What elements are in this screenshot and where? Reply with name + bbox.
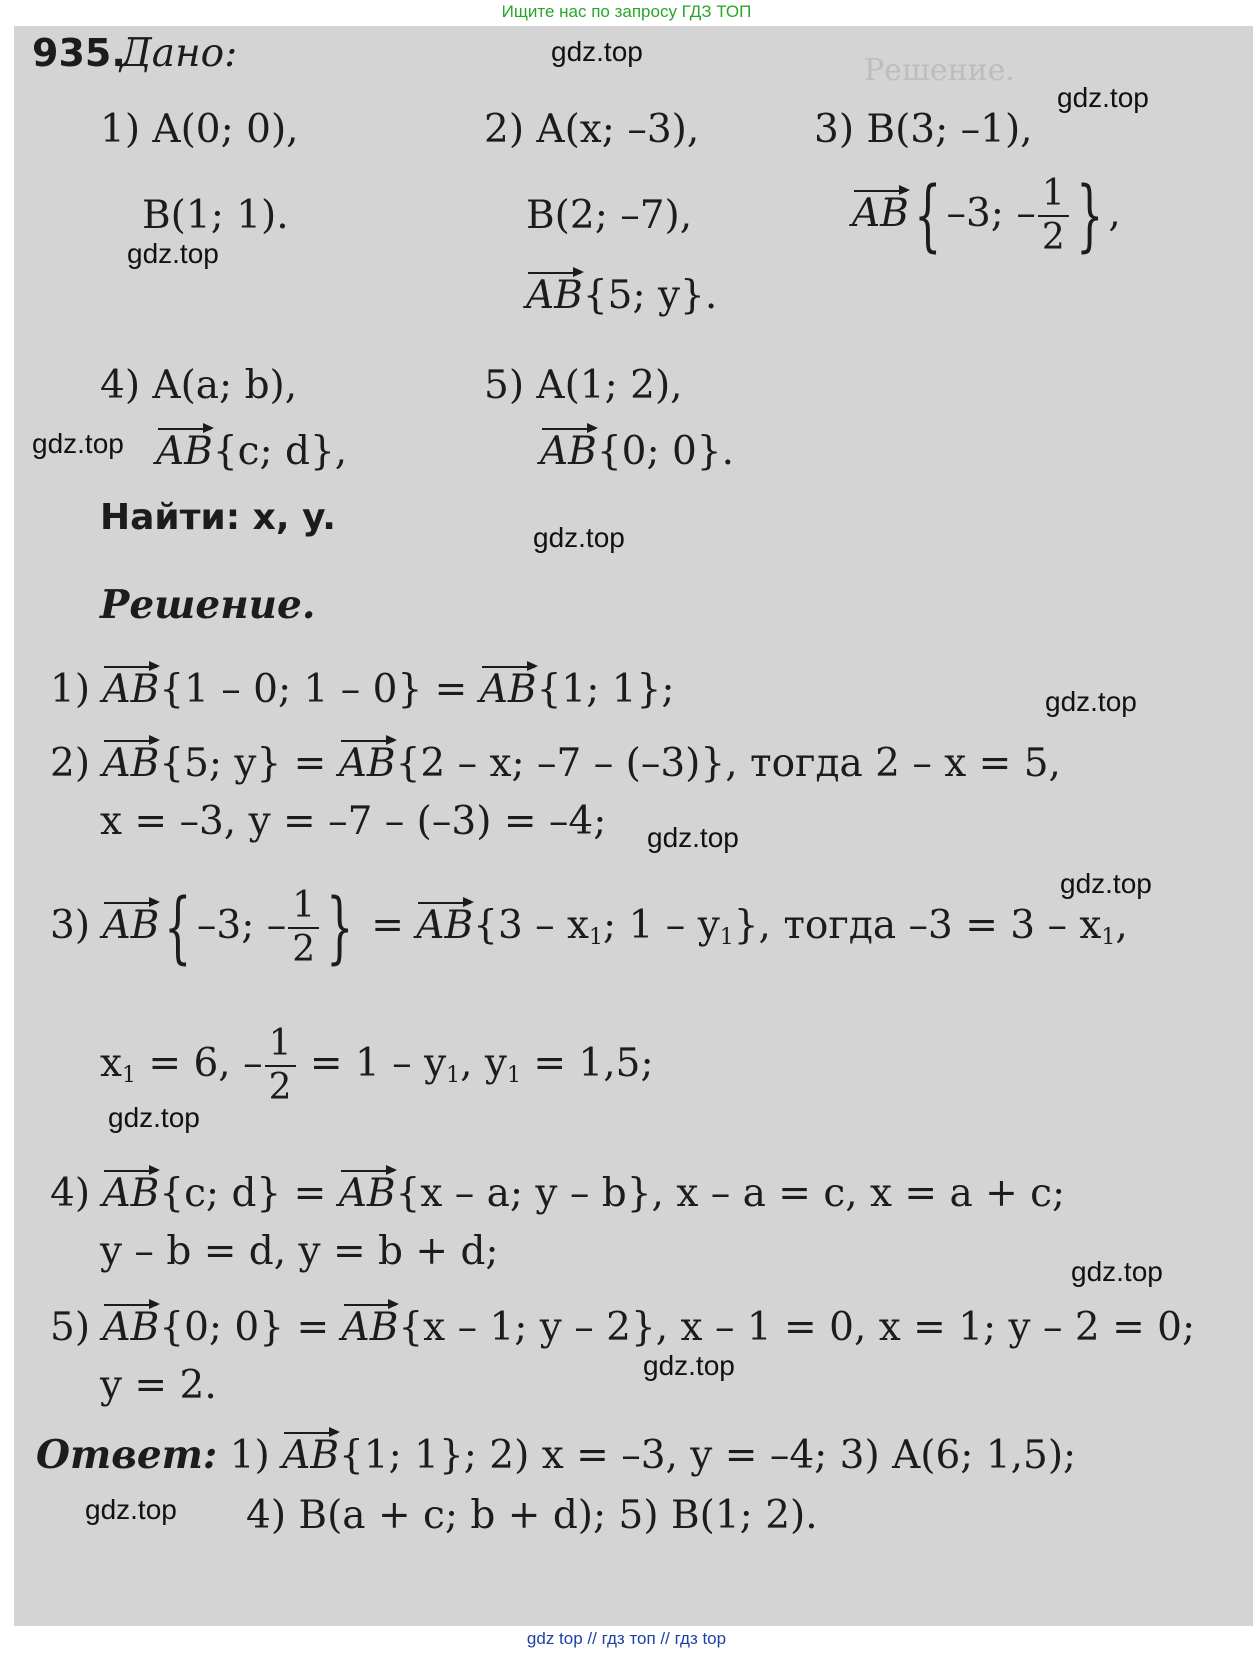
problem-number: 935.: [32, 31, 126, 75]
fraction-one-half: $\frac{1}{2}$: [1038, 176, 1069, 256]
vector-ab: AB: [341, 1305, 399, 1350]
watermark: gdz.top: [127, 238, 219, 269]
fraction-one-half: $\frac{1}{2}$: [265, 1026, 296, 1106]
watermark: gdz.top: [1057, 82, 1149, 113]
watermark: gdz.top: [32, 428, 124, 459]
solution-step-1: 1) AB{1 – 0; 1 – 0} = AB{1; 1};: [50, 667, 675, 712]
right-brace: }: [326, 883, 354, 973]
solution-step-2: 2) AB{5; y} = AB{2 – x; –7 – (–3)}, тогда 2 – x = 5,: [50, 741, 1061, 786]
top-banner[interactable]: Ищите нас по запросу ГДЗ ТОП: [501, 2, 752, 21]
right-brace: }: [1075, 171, 1104, 261]
given-1-line2: B(1; 1).: [142, 193, 289, 238]
solution-label: Решение.: [100, 582, 316, 628]
vector-ab: AB: [156, 429, 213, 474]
vector-ab: AB: [102, 1171, 160, 1216]
given-4-line2: AB{c; d},: [156, 429, 348, 474]
solution-step-3-line2: $x_1 = 6$, – $\frac{1}{2}$ = $1 - y_1$, $y_1 = 1,5$;: [100, 1023, 654, 1108]
given-3-line1: 3) B(3; –1),: [814, 107, 1033, 152]
given-2-line1: 2) A(x; –3),: [484, 107, 700, 152]
answer-line-2: 4) B(a + c; b + d); 5) B(1; 2).: [246, 1493, 818, 1538]
left-brace: {: [164, 883, 192, 973]
given-5-line1: 5) A(1; 2),: [484, 363, 683, 408]
vector-ab: AB: [102, 1305, 160, 1350]
vector-ab: AB: [102, 741, 160, 786]
solution-step-4: 4) AB{c; d} = AB{x – a; y – b}, x – a = c, x = a + c;: [50, 1171, 1066, 1216]
watermark: gdz.top: [1045, 686, 1137, 717]
find-line: Найти: x, y.: [100, 497, 336, 538]
watermark: gdz.top: [1071, 1256, 1163, 1287]
watermark: gdz.top: [551, 36, 643, 67]
left-brace: {: [913, 171, 942, 261]
watermark: gdz.top: [643, 1350, 735, 1381]
watermark: gdz.top: [1060, 868, 1152, 899]
given-2-line3: AB{5; y}.: [526, 273, 718, 318]
vector-ab: AB: [479, 667, 537, 712]
watermark: gdz.top: [85, 1494, 177, 1525]
vector-ab: AB: [852, 191, 909, 236]
watermark: gdz.top: [647, 822, 739, 853]
answer-label: Ответ:: [36, 1432, 218, 1478]
given-label: Дано:: [120, 31, 238, 76]
solution-step-5-line2: y = 2.: [100, 1363, 217, 1408]
watermark: gdz.top: [108, 1102, 200, 1133]
solution-step-4-line2: y – b = d, y = b + d;: [100, 1229, 499, 1274]
solution-step-5: 5) AB{0; 0} = AB{x – 1; y – 2}, x – 1 = 0, x = 1; y – 2 = 0;: [50, 1305, 1196, 1350]
vector-ab: AB: [338, 1171, 396, 1216]
answer-line-1: Ответ: 1) AB{1; 1}; 2) x = –3, y = –4; 3) A(6; 1,5);: [36, 1432, 1077, 1478]
fraction-one-half: $\frac{1}{2}$: [288, 888, 319, 968]
bleed-through-text: Решение.: [864, 53, 1015, 88]
vector-ab: AB: [282, 1433, 339, 1478]
given-4-line1: 4) A(a; b),: [100, 363, 298, 408]
given-2-line2: B(2; –7),: [526, 193, 693, 238]
bottom-banner[interactable]: gdz top // гдз топ // гдз top: [526, 1629, 727, 1648]
textbook-page: [14, 26, 1253, 1626]
given-1-line1: 1) A(0; 0),: [100, 107, 299, 152]
solution-step-3: 3) AB{ –3; – $\frac{1}{2}$ } = $AB\{3 - x_1$; $1 - y_1$}, тогда $-3 = 3 - x_1$,: [50, 883, 1128, 973]
vector-ab: AB: [540, 429, 597, 474]
vector-ab: AB: [102, 667, 160, 712]
given-5-line2: AB{0; 0}.: [540, 429, 735, 474]
watermark: gdz.top: [533, 522, 625, 553]
vector-ab: AB: [526, 273, 583, 318]
vector-ab: AB: [102, 903, 160, 948]
vector-ab: AB: [416, 903, 474, 948]
vector-ab: AB: [338, 741, 396, 786]
given-3-line2: AB{ –3; – $\frac{1}{2}$ } ,: [852, 171, 1121, 261]
solution-step-2-line2: x = –3, y = –7 – (–3) = –4;: [100, 799, 607, 844]
